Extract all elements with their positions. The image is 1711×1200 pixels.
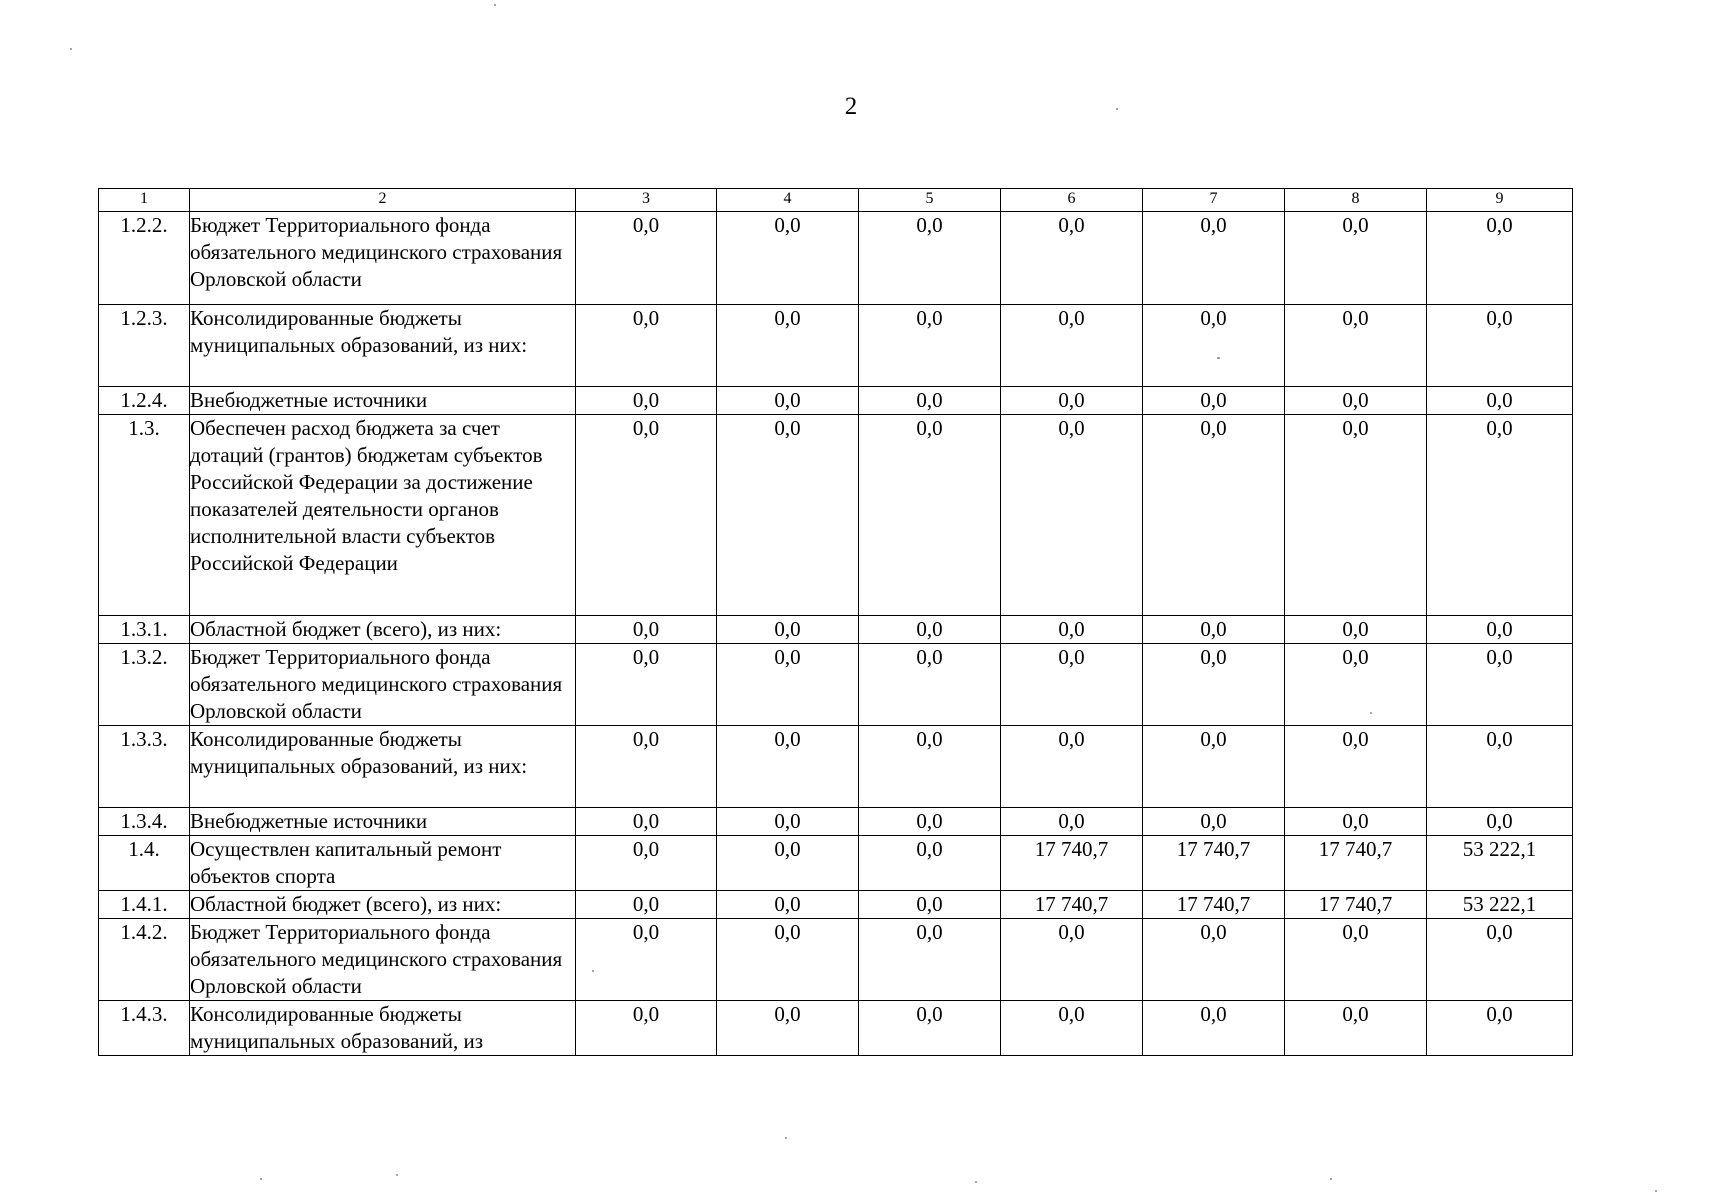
value-cell: 0,0 — [1143, 726, 1285, 808]
row-number: 1.3.1. — [99, 616, 190, 644]
scan-speck — [1116, 108, 1118, 110]
value-cell: 0,0 — [1427, 387, 1573, 415]
value-cell: 0,0 — [1285, 387, 1427, 415]
value-cell: 0,0 — [859, 891, 1001, 919]
scan-speck — [396, 1174, 398, 1176]
value-cell: 0,0 — [1427, 616, 1573, 644]
value-cell: 0,0 — [717, 644, 859, 726]
table-row — [99, 808, 1573, 836]
value-cell: 0,0 — [576, 616, 717, 644]
value-cell: 0,0 — [576, 808, 717, 836]
row-description: Обеспечен расход бюджета за счет дотаций (грантов) бюджетам субъектов Российской Федерации за достижение показателей деятельности органов исполнительной власти субъектов Российской Федерации — [190, 415, 576, 616]
table-row — [99, 212, 1573, 305]
value-cell: 0,0 — [859, 415, 1001, 616]
value-cell: 0,0 — [859, 305, 1001, 387]
value-cell: 0,0 — [1001, 1001, 1143, 1056]
value-cell: 0,0 — [1143, 415, 1285, 616]
value-cell: 0,0 — [1285, 1001, 1427, 1056]
value-cell: 0,0 — [1427, 1001, 1573, 1056]
row-number: 1.4.1. — [99, 891, 190, 919]
value-cell: 0,0 — [1427, 808, 1573, 836]
value-cell: 0,0 — [717, 808, 859, 836]
value-cell: 0,0 — [1285, 644, 1427, 726]
value-cell: 0,0 — [717, 415, 859, 616]
row-description: Бюджет Территориального фонда обязательного медицинского страхования Орловской области — [190, 919, 576, 1001]
scan-speck — [70, 48, 72, 50]
value-cell: 0,0 — [1001, 387, 1143, 415]
value-cell: 0,0 — [717, 919, 859, 1001]
table-row — [99, 616, 1573, 644]
value-cell: 0,0 — [859, 836, 1001, 891]
row-description: Консолидированные бюджеты муниципальных образований, из них: — [190, 726, 576, 808]
value-cell: 0,0 — [1001, 808, 1143, 836]
value-cell: 0,0 — [1001, 212, 1143, 305]
row-description: Консолидированные бюджеты муниципальных образований, из них: — [190, 305, 576, 387]
value-cell: 0,0 — [1427, 415, 1573, 616]
row-description: Консолидированные бюджеты муниципальных образований, из — [190, 1001, 576, 1056]
value-cell: 0,0 — [717, 891, 859, 919]
column-number: 6 — [1001, 189, 1143, 212]
value-cell: 0,0 — [717, 387, 859, 415]
column-number: 4 — [717, 189, 859, 212]
scan-speck — [975, 1181, 977, 1183]
column-number: 8 — [1285, 189, 1427, 212]
value-cell: 17 740,7 — [1143, 836, 1285, 891]
value-cell: 0,0 — [1143, 305, 1285, 387]
row-number: 1.3.2. — [99, 644, 190, 726]
value-cell: 0,0 — [1427, 644, 1573, 726]
value-cell: 0,0 — [859, 616, 1001, 644]
scan-speck — [1217, 357, 1220, 359]
value-cell: 0,0 — [576, 1001, 717, 1056]
value-cell: 0,0 — [576, 305, 717, 387]
value-cell: 0,0 — [1285, 415, 1427, 616]
value-cell: 0,0 — [576, 919, 717, 1001]
value-cell: 0,0 — [1285, 212, 1427, 305]
value-cell: 0,0 — [717, 836, 859, 891]
value-cell: 0,0 — [576, 387, 717, 415]
value-cell: 53 222,1 — [1427, 891, 1573, 919]
row-description: Внебюджетные источники — [190, 808, 576, 836]
value-cell: 0,0 — [576, 415, 717, 616]
value-cell: 0,0 — [1001, 616, 1143, 644]
row-description: Бюджет Территориального фонда обязательного медицинского страхования Орловской области — [190, 212, 576, 305]
value-cell: 0,0 — [1001, 305, 1143, 387]
value-cell: 0,0 — [1143, 387, 1285, 415]
value-cell: 0,0 — [859, 212, 1001, 305]
table-row — [99, 1001, 1573, 1056]
value-cell: 0,0 — [1143, 1001, 1285, 1056]
value-cell: 53 222,1 — [1427, 836, 1573, 891]
value-cell: 0,0 — [576, 891, 717, 919]
scan-speck — [1655, 1190, 1657, 1192]
value-cell: 17 740,7 — [1001, 836, 1143, 891]
budget-table — [98, 188, 1573, 1056]
row-description: Бюджет Территориального фонда обязательного медицинского страхования Орловской области — [190, 644, 576, 726]
value-cell: 0,0 — [1001, 919, 1143, 1001]
column-number: 1 — [99, 189, 190, 212]
value-cell: 0,0 — [859, 1001, 1001, 1056]
row-number: 1.2.3. — [99, 305, 190, 387]
value-cell: 17 740,7 — [1001, 891, 1143, 919]
row-number: 1.4.3. — [99, 1001, 190, 1056]
page-number: 2 — [844, 93, 858, 120]
value-cell: 0,0 — [859, 919, 1001, 1001]
row-number: 1.4. — [99, 836, 190, 891]
value-cell: 0,0 — [1427, 726, 1573, 808]
value-cell: 0,0 — [717, 212, 859, 305]
scan-speck — [1330, 1178, 1332, 1180]
scan-speck — [785, 1137, 787, 1139]
scan-speck — [1370, 712, 1372, 714]
value-cell: 0,0 — [1143, 212, 1285, 305]
value-cell: 0,0 — [1001, 726, 1143, 808]
row-number: 1.2.4. — [99, 387, 190, 415]
value-cell: 0,0 — [1427, 212, 1573, 305]
value-cell: 0,0 — [859, 726, 1001, 808]
value-cell: 0,0 — [576, 726, 717, 808]
value-cell: 0,0 — [1285, 919, 1427, 1001]
value-cell: 0,0 — [1143, 919, 1285, 1001]
value-cell: 0,0 — [1001, 644, 1143, 726]
row-description: Осуществлен капитальный ремонт объектов спорта — [190, 836, 576, 891]
value-cell: 0,0 — [576, 836, 717, 891]
value-cell: 0,0 — [1143, 616, 1285, 644]
row-number: 1.3. — [99, 415, 190, 616]
value-cell: 0,0 — [1285, 808, 1427, 836]
column-number: 3 — [576, 189, 717, 212]
scan-speck — [592, 970, 594, 972]
value-cell: 0,0 — [1001, 415, 1143, 616]
row-number: 1.3.4. — [99, 808, 190, 836]
value-cell: 0,0 — [859, 808, 1001, 836]
value-cell: 0,0 — [859, 387, 1001, 415]
row-number: 1.2.2. — [99, 212, 190, 305]
table-row — [99, 387, 1573, 415]
table-row — [99, 644, 1573, 726]
table-row — [99, 305, 1573, 387]
row-number: 1.4.2. — [99, 919, 190, 1001]
value-cell: 0,0 — [1427, 305, 1573, 387]
value-cell: 17 740,7 — [1285, 891, 1427, 919]
value-cell: 0,0 — [859, 644, 1001, 726]
row-description: Областной бюджет (всего), из них: — [190, 891, 576, 919]
row-number: 1.3.3. — [99, 726, 190, 808]
value-cell: 0,0 — [717, 616, 859, 644]
value-cell: 0,0 — [576, 644, 717, 726]
table-row — [99, 919, 1573, 1001]
value-cell: 0,0 — [1285, 616, 1427, 644]
value-cell: 0,0 — [717, 726, 859, 808]
value-cell: 0,0 — [576, 212, 717, 305]
value-cell: 17 740,7 — [1143, 891, 1285, 919]
scan-speck — [260, 1178, 262, 1180]
column-number: 7 — [1143, 189, 1285, 212]
column-number: 2 — [190, 189, 576, 212]
row-description: Областной бюджет (всего), из них: — [190, 616, 576, 644]
column-number: 9 — [1427, 189, 1573, 212]
value-cell: 0,0 — [717, 1001, 859, 1056]
table-row — [99, 726, 1573, 808]
value-cell: 0,0 — [1427, 919, 1573, 1001]
value-cell: 0,0 — [717, 305, 859, 387]
row-description: Внебюджетные источники — [190, 387, 576, 415]
value-cell: 17 740,7 — [1285, 836, 1427, 891]
column-number: 5 — [859, 189, 1001, 212]
table-row — [99, 836, 1573, 891]
table-row — [99, 415, 1573, 616]
table-row — [99, 891, 1573, 919]
column-number-row — [99, 189, 1573, 212]
value-cell: 0,0 — [1285, 305, 1427, 387]
scan-speck — [494, 4, 496, 6]
value-cell: 0,0 — [1285, 726, 1427, 808]
value-cell: 0,0 — [1143, 808, 1285, 836]
value-cell: 0,0 — [1143, 644, 1285, 726]
